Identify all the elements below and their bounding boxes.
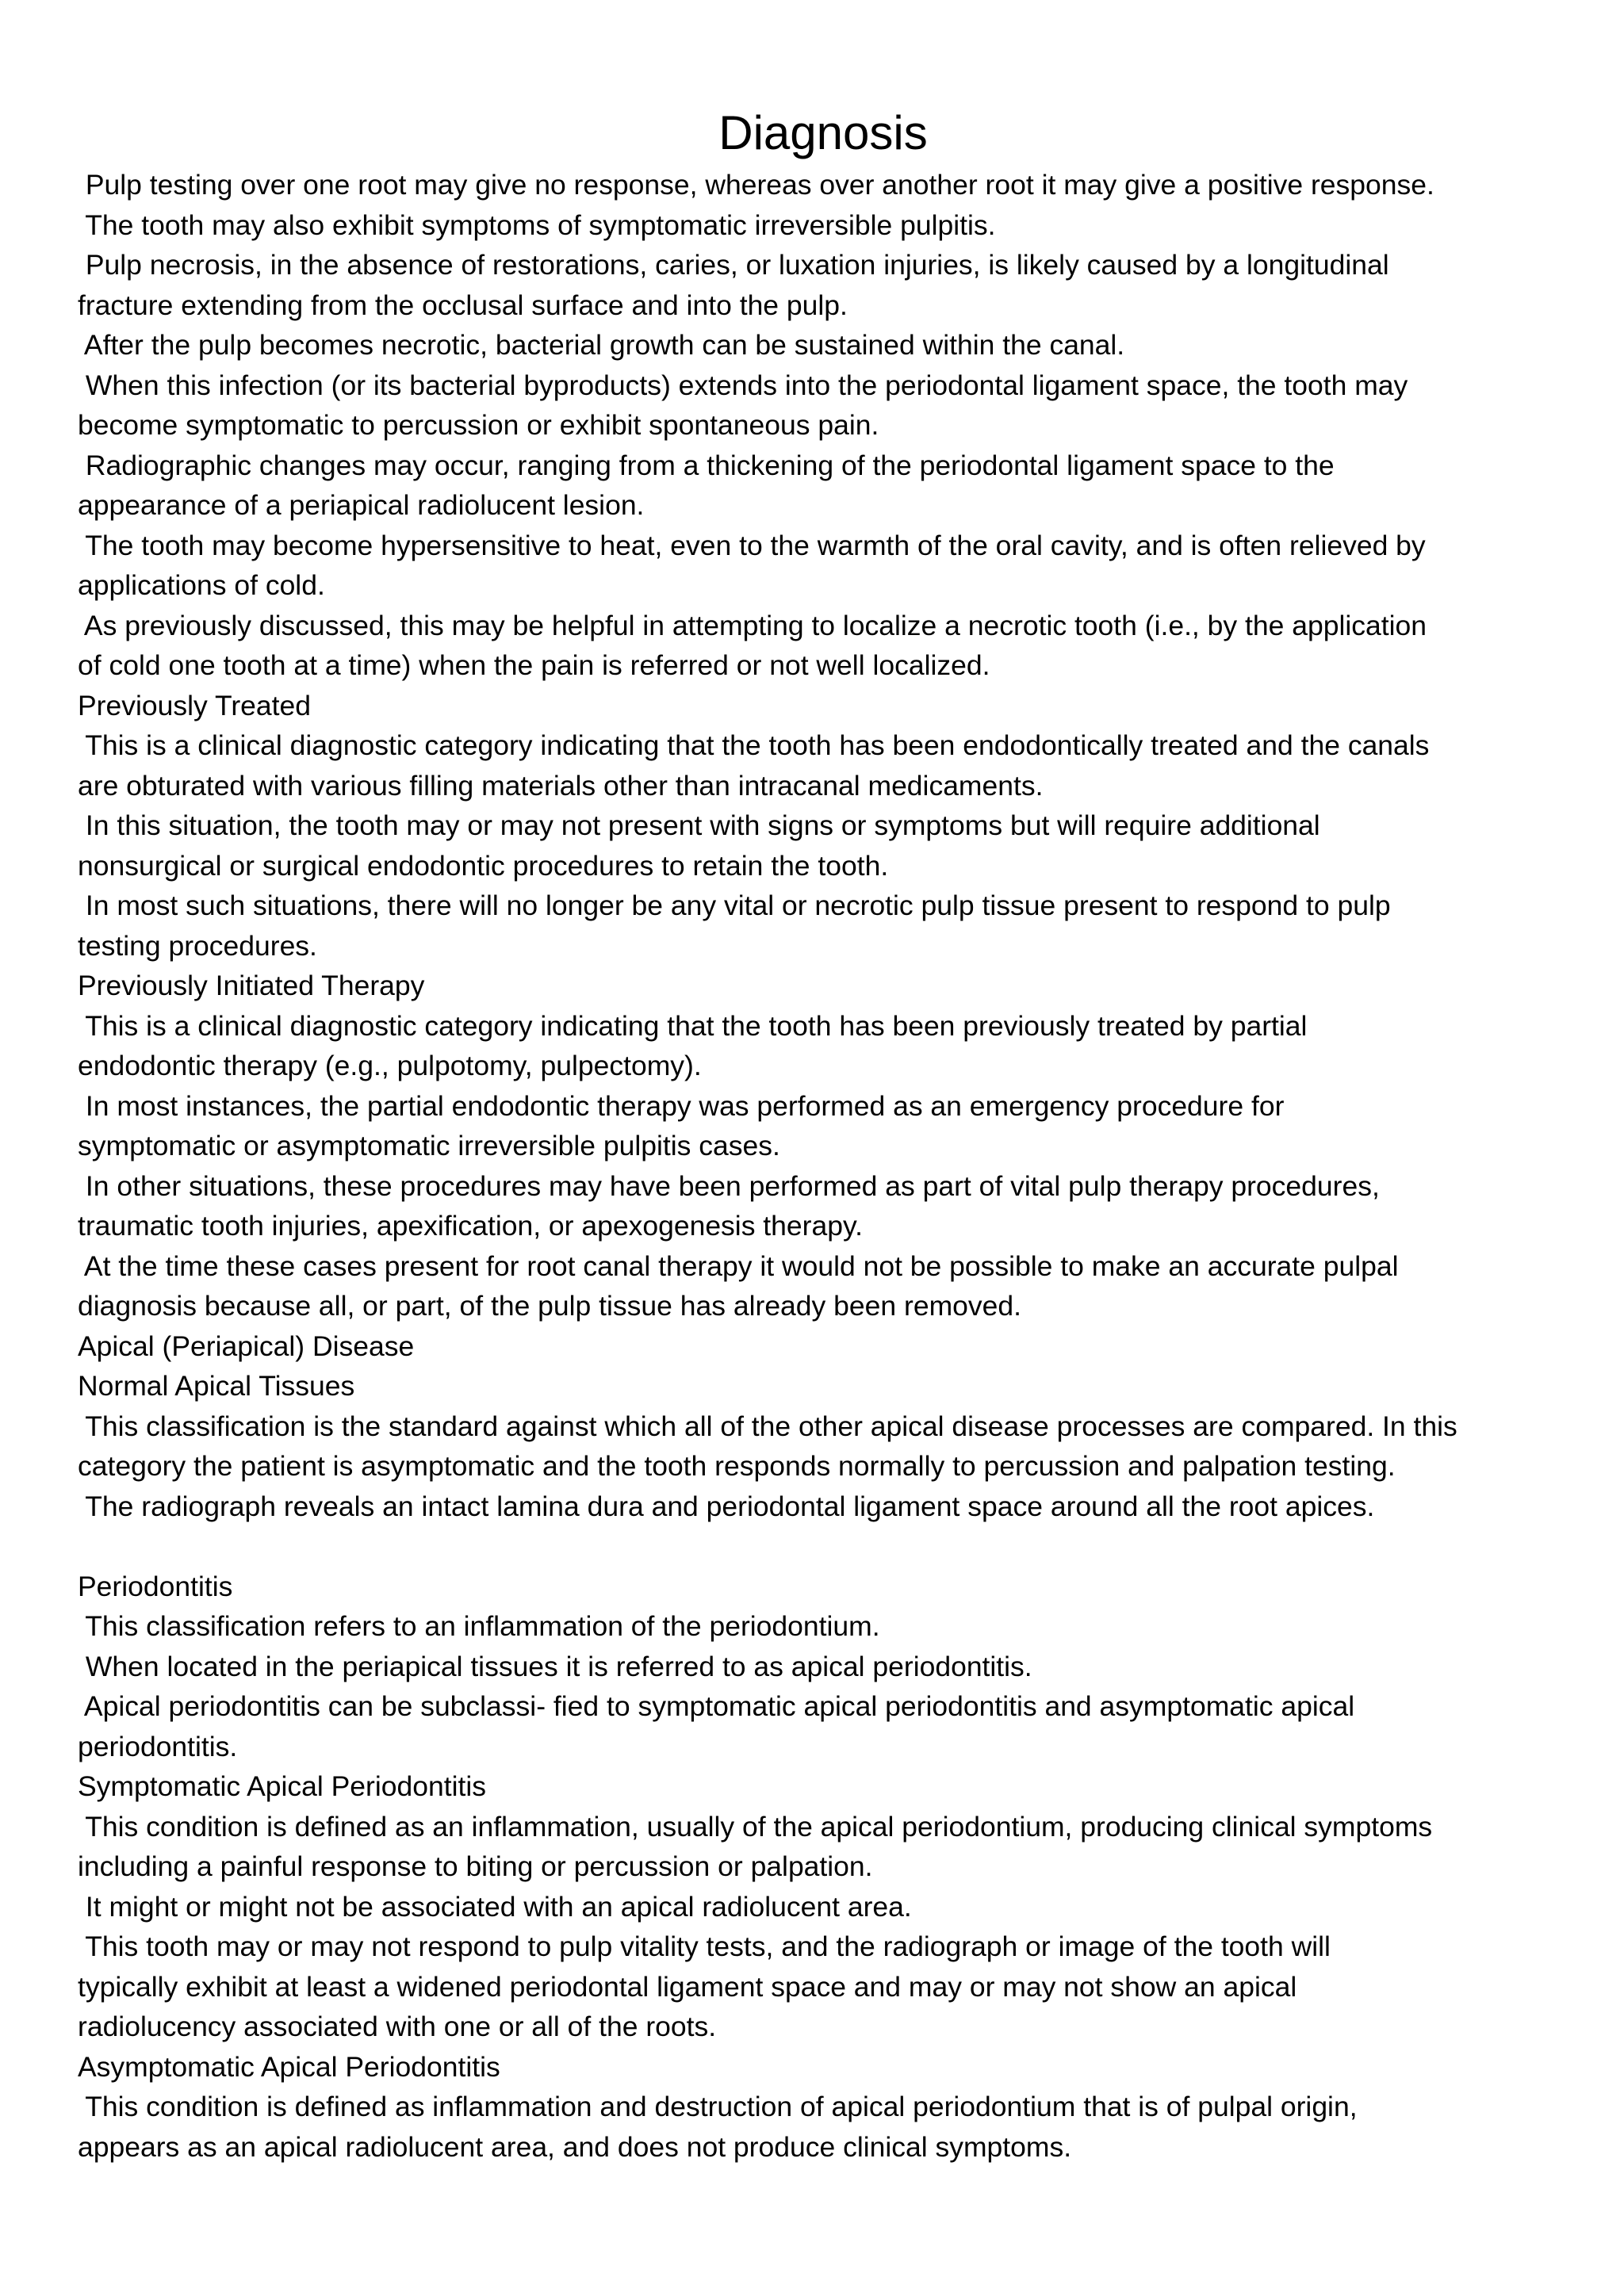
text-line: This is a clinical diagnostic category indicating that the tooth has been endodontically treated and the canals xyxy=(78,729,1430,761)
text-line: The tooth may also exhibit symptoms of symptomatic irreversible pulpitis. xyxy=(78,209,996,241)
document-body xyxy=(78,165,1568,2167)
text-line: At the time these cases present for root canal therapy it would not be possible to make an accurate pulpal xyxy=(78,1249,1399,1282)
text-line: This classification is the standard against which all of the other apical disease processes are compared. In this xyxy=(78,1410,1457,1442)
text-line: As previously discussed, this may be helpful in attempting to localize a necrotic tooth (i.e., by the application xyxy=(78,609,1427,641)
text-line: In most such situations, there will no longer be any vital or necrotic pulp tissue present to respond to pulp xyxy=(78,890,1391,921)
text-line: This classification refers to an inflammation of the periodontium. xyxy=(78,1610,880,1642)
text-line: appears as an apical radiolucent area, and does not produce clinical symptoms. xyxy=(78,2130,1072,2163)
text-line: Apical (Periapical) Disease xyxy=(78,1330,415,1362)
text-line: endodontic therapy (e.g., pulpotomy, pulpectomy). xyxy=(78,1050,702,1081)
text-line: This tooth may or may not respond to pulp vitality tests, and the radiograph or image of the tooth will xyxy=(78,1931,1331,1962)
text-line: including a painful response to biting or percussion or palpation. xyxy=(78,1850,873,1882)
text-line: testing procedures. xyxy=(78,929,317,962)
text-line: Previously Treated xyxy=(78,689,312,721)
text-line: In most instances, the partial endodontic therapy was performed as an emergency procedure for xyxy=(78,1089,1285,1122)
page-title: Diagnosis xyxy=(718,106,928,159)
text-line: When this infection (or its bacterial byproducts) extends into the periodontal ligament space, the tooth may xyxy=(78,369,1408,401)
text-line: diagnosis because all, or part, of the pulp tissue has already been removed. xyxy=(78,1290,1021,1322)
text-line: Previously Initiated Therapy xyxy=(78,970,425,1001)
text-line: fracture extending from the occlusal surface and into the pulp. xyxy=(78,289,848,321)
text-line: Asymptomatic Apical Periodontitis xyxy=(78,2050,500,2083)
text-line: traumatic tooth injuries, apexification, or apexogenesis therapy. xyxy=(78,1210,863,1242)
text-line: nonsurgical or surgical endodontic procedures to retain the tooth. xyxy=(78,849,889,882)
text-line: Radiographic changes may occur, ranging from a thickening of the periodontal ligament space to the xyxy=(78,449,1335,481)
text-line: are obturated with various filling materials other than intracanal medicaments. xyxy=(78,769,1044,802)
document-page xyxy=(78,101,1568,2167)
text-line: radiolucency associated with one or all of the roots. xyxy=(78,2011,717,2042)
blank-line xyxy=(78,1526,1568,1567)
text-line: of cold one tooth at a time) when the pain is referred or not well localized. xyxy=(78,649,990,681)
text-line: appearance of a periapical radiolucent lesion. xyxy=(78,489,645,521)
text-line: symptomatic or asymptomatic irreversible pulpitis cases. xyxy=(78,1130,780,1161)
text-line: periodontitis. xyxy=(78,1730,238,1762)
text-line: Apical periodontitis can be subclassi- fied to symptomatic apical periodontitis and asymptomatic apical xyxy=(78,1690,1355,1722)
text-line: typically exhibit at least a widened periodontal ligament space and may or may not show an apical xyxy=(78,1970,1297,2003)
text-line: Periodontitis xyxy=(78,1570,233,1602)
text-line: become symptomatic to percussion or exhibit spontaneous pain. xyxy=(78,409,879,441)
text-line: After the pulp becomes necrotic, bacterial growth can be sustained within the canal. xyxy=(78,329,1125,361)
text-line: The tooth may become hypersensitive to heat, even to the warmth of the oral cavity, and is often relieved by xyxy=(78,529,1426,561)
text-line: applications of cold. xyxy=(78,569,325,601)
text-line: In other situations, these procedures may have been performed as part of vital pulp therapy procedures, xyxy=(78,1169,1380,1202)
text-line: When located in the periapical tissues it is referred to as apical periodontitis. xyxy=(78,1650,1032,1682)
text-line: The radiograph reveals an intact lamina dura and periodontal ligament space around all the root apices. xyxy=(78,1490,1375,1522)
text-line: Pulp necrosis, in the absence of restorations, caries, or luxation injuries, is likely caused by a longitudinal xyxy=(78,249,1389,281)
text-line: In this situation, the tooth may or may not present with signs or symptoms but will require additional xyxy=(78,809,1320,841)
text-line: category the patient is asymptomatic and the tooth responds normally to percussion and palpation testing. xyxy=(78,1450,1396,1482)
text-line: Normal Apical Tissues xyxy=(78,1370,355,1402)
text-line: This is a clinical diagnostic category indicating that the tooth has been previously treated by partial xyxy=(78,1009,1308,1042)
text-line: Symptomatic Apical Periodontitis xyxy=(78,1770,486,1802)
text-line: It might or might not be associated with an apical radiolucent area. xyxy=(78,1890,912,1923)
text-line: This condition is defined as an inflammation, usually of the apical periodontium, producing clinical symptoms xyxy=(78,1810,1433,1843)
text-line: This condition is defined as inflammation and destruction of apical periodontium that is of pulpal origin, xyxy=(78,2091,1358,2122)
text-line: Pulp testing over one root may give no response, whereas over another root it may give a positive response. xyxy=(78,169,1434,201)
